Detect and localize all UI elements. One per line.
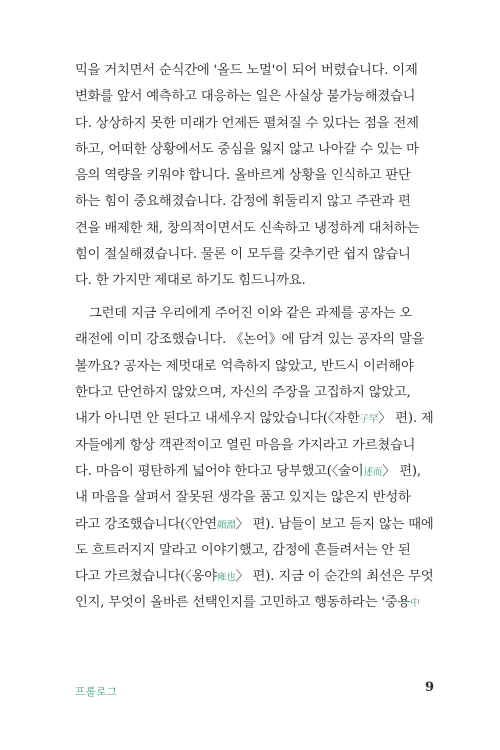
text-line: 변화를 앞서 예측하고 대응하는 일은 사실상 불가능해졌습니	[75, 89, 416, 105]
text-span: 라고 강조했습니다(〈안연	[75, 516, 217, 532]
text-line: 내 마음을 살펴서 잘못된 생각을 품고 있지는 않은지 반성하	[75, 490, 411, 506]
body-text	[75, 58, 435, 617]
text-line: 다. 한 가지만 제대로 하기도 힘드니까요.	[75, 273, 306, 289]
text-span: 인지, 무엇이 올바른 선택인지를 고민하고 행동하라는 '중용	[75, 595, 411, 611]
text-span: 〉 편). 남들이 보고 듣지 않는 때에	[235, 516, 434, 532]
text-line	[75, 564, 435, 590]
text-line: 하는 힘이 중요해졌습니다. 감정에 휘둘리지 않고 주관과 편	[75, 194, 411, 210]
hanja-gloss: 雍也	[216, 572, 236, 584]
text-span: 〉 편). 지금 이 순간의 최선은 무엇	[235, 569, 434, 585]
text-span: 다고 가르쳤습니다(〈옹야	[75, 569, 217, 585]
text-line	[75, 459, 435, 485]
page-number: 9	[425, 680, 435, 695]
text-line: 볼까요? 공자는 제멋대로 억측하지 않았고, 반드시 이러해야	[75, 358, 414, 374]
text-line: 그런데 지금 우리에게 주어진 이와 같은 과제를 공자는 오	[89, 306, 413, 322]
text-span: 다. 마음이 평탄하게 넓어야 한다고 당부했고(〈술이	[75, 463, 364, 479]
hanja-gloss: 中	[410, 598, 420, 610]
text-span: 〉 편),	[382, 463, 421, 479]
text-line: 한다고 단언하지 않았으며, 자신의 주장을 고집하지 않았고,	[75, 385, 411, 401]
text-line: 다. 상상하지 못한 미래가 언제든 펼쳐질 수 있다는 점을 전제	[75, 115, 419, 131]
text-line: 음의 역량을 키워야 합니다. 올바르게 상황을 인식하고 판단	[75, 168, 411, 184]
text-line: 하고, 어떠한 상황에서도 중심을 잃지 않고 나아갈 수 있는 마	[75, 141, 419, 157]
text-line	[75, 590, 435, 616]
text-span: 〉 편). 제	[378, 411, 434, 427]
text-line: 래전에 이미 강조했습니다. 《논어》에 담겨 있는 공자의 말을	[75, 332, 425, 348]
text-line	[75, 512, 435, 538]
hanja-gloss: 述而	[363, 466, 383, 478]
text-line: 믹을 거치면서 순식간에 '올드 노멀'이 되어 버렸습니다. 이제	[75, 63, 418, 78]
text-line: 힘이 절실해졌습니다. 물론 이 모두를 갖추기란 쉽지 않습니	[75, 247, 411, 263]
section-label: 프롤로그	[75, 686, 118, 698]
text-span: 내가 아니면 안 된다고 내세우지 않았습니다(〈자한	[75, 411, 360, 427]
text-line: 도 흐트러지지 말라고 이야기했고, 감정에 흔들려서는 안 된	[75, 542, 411, 558]
text-line: 자들에게 항상 객관적이고 열린 마음을 가지라고 가르쳤습니	[75, 437, 416, 453]
hanja-gloss: 子罕	[359, 414, 379, 426]
hanja-gloss: 顔淵	[216, 519, 236, 531]
text-line	[75, 406, 435, 432]
text-line: 견을 배제한 채, 창의적이면서도 신속하고 냉정하게 대처하는	[75, 220, 420, 236]
